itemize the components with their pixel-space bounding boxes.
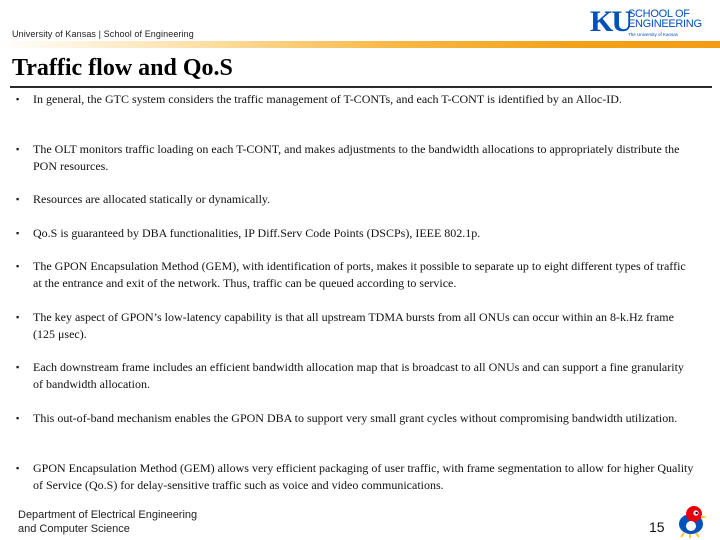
logo-ku-letters: KU (590, 5, 631, 38)
bullet-item (16, 225, 696, 242)
header-gradient-bar (0, 41, 720, 48)
bullet-text: Resources are allocated statically or dynamically. (33, 192, 271, 206)
footer-department (18, 508, 278, 536)
bullet-text: This out-of-band mechanism enables the GPON DBA to support very small grant cycles without compromising bandwidth utilization. (33, 411, 678, 425)
bullet-marker: ▪ (16, 261, 20, 271)
bullet-item (16, 191, 696, 208)
bullet-marker: ▪ (16, 312, 20, 322)
bullet-item (16, 359, 696, 393)
bullet-item (16, 258, 696, 292)
bullet-marker: ▪ (16, 362, 20, 372)
bullet-text: In general, the GTC system considers the traffic management of T-CONTs, and each T-CONT is identified by an Alloc-ID. (33, 92, 622, 106)
logo-engineering: ENGINEERING (628, 18, 702, 30)
bullet-text: The key aspect of GPON’s low-latency capability is that all upstream TDMA bursts from all ONUs can occur within an 8-k.Hz frame (125 μsec). (33, 310, 674, 341)
header-institution: University of Kansas | School of Engineering (12, 29, 194, 39)
logo-subtitle: The University of Kansas (628, 32, 679, 37)
bullet-marker: ▪ (16, 463, 20, 473)
slide-title: Traffic flow and Qo.S (12, 55, 233, 81)
bullet-marker: ▪ (16, 144, 20, 154)
bullet-text: The OLT monitors traffic loading on each T-CONT, and makes adjustments to the bandwidth allocations to appropriately distribute the PON resources. (33, 142, 680, 173)
bullet-marker: ▪ (16, 228, 20, 238)
bullet-marker: ▪ (16, 413, 20, 423)
bullet-text: Each downstream frame includes an efficient bandwidth allocation map that is broadcast to all ONUs and can support a fine granularity of bandwidth allocation. (33, 360, 684, 391)
bullet-item (16, 141, 696, 175)
title-underline (10, 86, 712, 88)
bullet-item (16, 309, 696, 343)
bullet-item (16, 91, 696, 108)
bullet-text: The GPON Encapsulation Method (GEM), with identification of ports, makes it possible to separate up to eight different types of traffic at the entrance and exit of the network. Thus, traffic can be queued according to service. (33, 259, 686, 290)
jayhawk-mascot-icon (672, 504, 708, 538)
bullet-text: GPON Encapsulation Method (GEM) allows very efficient packaging of user traffic, with frame segmentation to allow for higher Quality of Service (Qo.S) for delay-sensitive traffic such as voice and video communications. (33, 461, 694, 492)
footer-department-line2: and Computer Science (18, 523, 130, 535)
logo-school-of: SCHOOL OF (628, 8, 690, 20)
bullet-item (16, 460, 696, 494)
footer-department-line1: Department of Electrical Engineering (18, 509, 198, 521)
page-number: 15 (649, 519, 665, 535)
bullet-marker: ▪ (16, 94, 20, 104)
bullet-item (16, 410, 696, 427)
ku-engineering-logo (590, 6, 712, 40)
bullet-text: Qo.S is guaranteed by DBA functionalities, IP Diff.Serv Code Points (DSCPs), IEEE 802.1p. (33, 226, 481, 240)
logo-school-name (628, 9, 702, 29)
bullet-marker: ▪ (16, 194, 20, 204)
